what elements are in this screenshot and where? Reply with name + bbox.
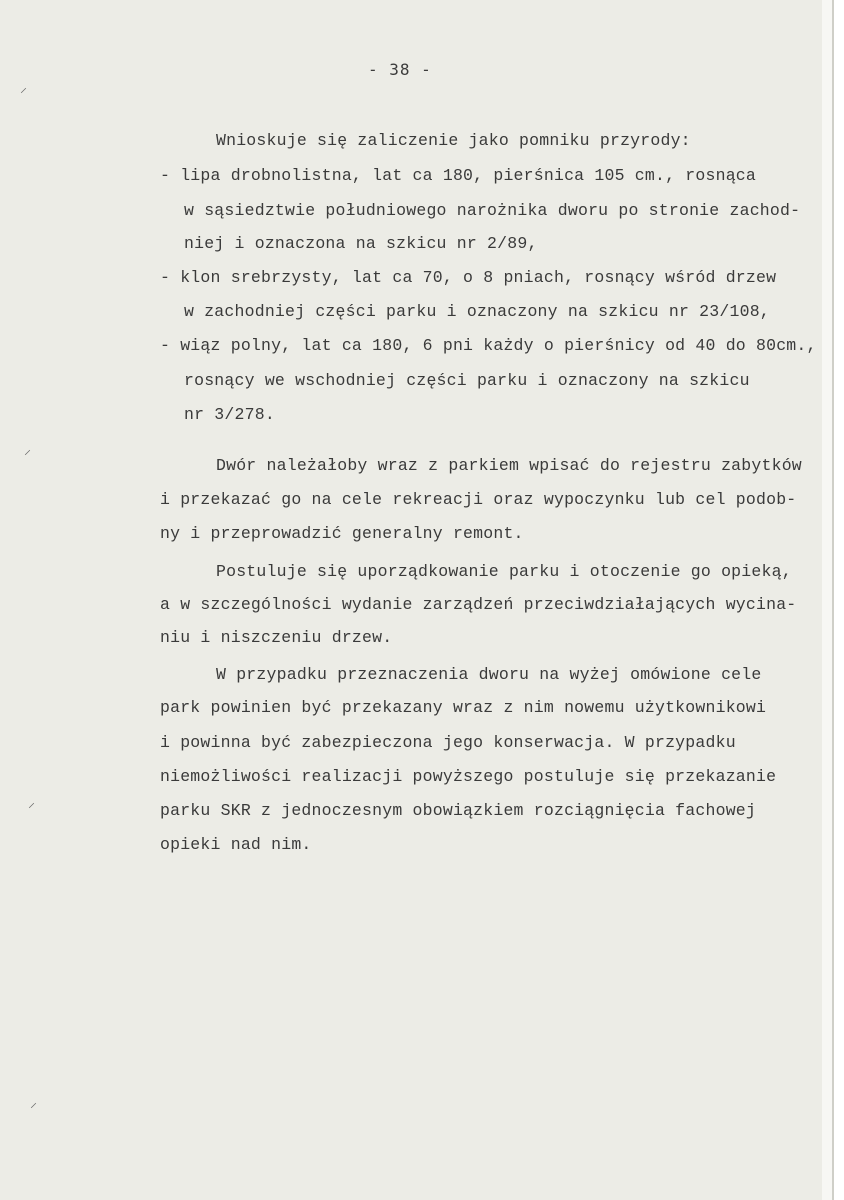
text-line: niu i niszczeniu drzew. — [160, 628, 393, 647]
text-line: - wiąz polny, lat ca 180, 6 pni każdy o pierśnicy od 40 do 80cm., — [160, 336, 817, 355]
page-number: - 38 - — [368, 60, 432, 79]
text-line: niej i oznaczona na szkicu nr 2/89, — [184, 234, 538, 253]
binding-hole-mark: ⸝ — [28, 795, 35, 811]
binding-hole-mark: ⸝ — [24, 442, 31, 458]
binding-hole-mark: ⸝ — [20, 80, 27, 96]
text-line: Postuluje się uporządkowanie parku i otoczenie go opieką, — [216, 562, 792, 581]
text-line: i powinna być zabezpieczona jego konserwacja. W przypadku — [160, 733, 736, 752]
text-line: i przekazać go na cele rekreacji oraz wypoczynku lub cel podob- — [160, 490, 797, 509]
text-line: W przypadku przeznaczenia dworu na wyżej omówione cele — [216, 665, 762, 684]
text-line: Wnioskuje się zaliczenie jako pomniku przyrody: — [216, 131, 691, 150]
text-line: Dwór należałoby wraz z parkiem wpisać do rejestru zabytków — [216, 456, 802, 475]
text-line: niemożliwości realizacji powyższego postuluje się przekazanie — [160, 767, 777, 786]
text-line: - klon srebrzysty, lat ca 70, o 8 pniach, rosnący wśród drzew — [160, 268, 777, 287]
text-line: ny i przeprowadzić generalny remont. — [160, 524, 524, 543]
text-line: nr 3/278. — [184, 405, 275, 424]
text-line: w sąsiedztwie południowego narożnika dworu po stronie zachod- — [184, 201, 801, 220]
text-line: - lipa drobnolistna, lat ca 180, pierśnica 105 cm., rosnąca — [160, 166, 756, 185]
text-line: a w szczególności wydanie zarządzeń przeciwdziałających wycina- — [160, 595, 797, 614]
text-line: parku SKR z jednoczesnym obowiązkiem rozciągnięcia fachowej — [160, 801, 756, 820]
text-line: opieki nad nim. — [160, 835, 312, 854]
text-line: park powinien być przekazany wraz z nim nowemu użytkownikowi — [160, 698, 767, 717]
text-line: rosnący we wschodniej części parku i oznaczony na szkicu — [184, 371, 750, 390]
page-edge — [822, 0, 832, 1200]
binding-hole-mark: ⸝ — [30, 1095, 37, 1111]
text-line: w zachodniej części parku i oznaczony na szkicu nr 23/108, — [184, 302, 770, 321]
